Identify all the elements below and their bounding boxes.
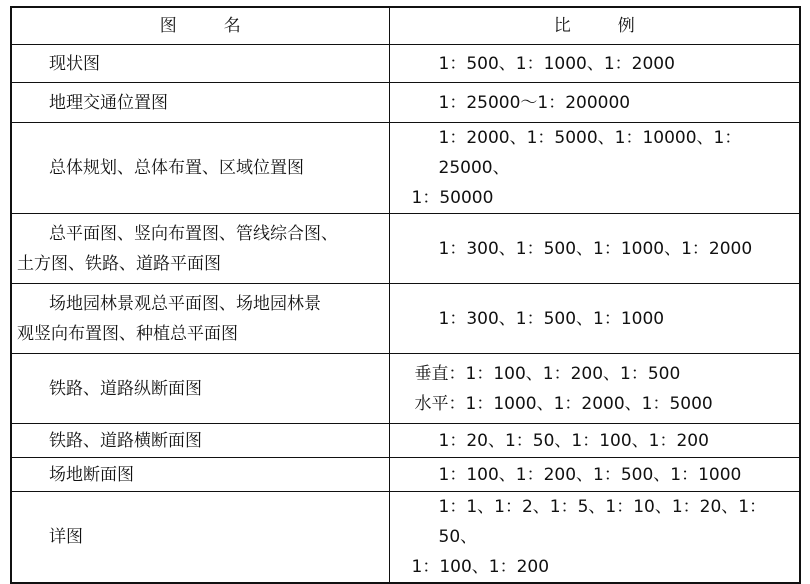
row-name-line: 土方图、铁路、道路平面图 — [17, 253, 221, 274]
row-ratio-line: 1：300、1：500、1：1000 — [438, 308, 665, 329]
header-ratio-char-2: 例 — [617, 16, 635, 36]
row-name-line: 铁路、道路纵断面图 — [49, 378, 202, 399]
table-row — [11, 123, 800, 214]
row-ratio-line: 垂直：1：100、1：200、1：500 — [414, 363, 681, 384]
scale-table — [10, 6, 801, 584]
row-ratio — [389, 284, 800, 354]
row-ratio — [389, 214, 800, 284]
row-ratio — [389, 458, 800, 492]
table-row — [11, 284, 800, 354]
table-row — [11, 458, 800, 492]
row-ratio-line: 水平：1：1000、1：2000、1：5000 — [414, 393, 713, 414]
row-name-line: 场地断面图 — [49, 464, 134, 485]
row-name — [11, 123, 389, 214]
row-name — [11, 45, 389, 83]
row-ratio — [389, 354, 800, 424]
row-name — [11, 424, 389, 458]
row-name — [11, 492, 389, 584]
row-name — [11, 83, 389, 123]
row-name — [11, 458, 389, 492]
row-name-line: 详图 — [49, 527, 83, 547]
header-name — [11, 7, 389, 45]
row-ratio — [389, 123, 800, 214]
table-row — [11, 354, 800, 424]
row-ratio — [389, 45, 800, 83]
row-name-line: 地理交通位置图 — [49, 92, 168, 113]
row-name-line: 观竖向布置图、种植总平面图 — [17, 323, 238, 344]
table-row — [11, 83, 800, 123]
row-name-line: 铁路、道路横断面图 — [49, 430, 202, 451]
header-ratio — [389, 7, 800, 45]
row-ratio-line: 1：300、1：500、1：1000、1：2000 — [438, 238, 753, 259]
row-name-line: 场地园林景观总平面图、场地园林景 — [49, 293, 321, 314]
row-name — [11, 214, 389, 284]
row-ratio-line: 1：20、1：50、1：100、1：200 — [438, 430, 709, 451]
table-row — [11, 492, 800, 584]
row-ratio — [389, 492, 800, 584]
row-ratio-line: 1：25000～1：200000 — [438, 92, 631, 113]
row-ratio — [389, 83, 800, 123]
row-name-line: 总平面图、竖向布置图、管线综合图、 — [49, 223, 338, 244]
table-row — [11, 424, 800, 458]
table-header-row — [11, 7, 800, 45]
row-name — [11, 284, 389, 354]
row-ratio-line: 1：2000、1：5000、1：10000、1：25000、 — [438, 128, 742, 178]
header-ratio-char-1: 比 — [553, 16, 571, 36]
header-name-char-2: 名 — [223, 16, 241, 36]
row-ratio-line: 1：100、1：200 — [411, 557, 550, 577]
header-name-char-1: 图 — [159, 16, 177, 36]
row-ratio-line: 1：1、1：2、1：5、1：10、1：20、1：50、 — [438, 497, 767, 547]
row-name-line: 现状图 — [49, 53, 100, 74]
row-ratio-line: 1：100、1：200、1：500、1：1000 — [438, 464, 742, 485]
row-ratio — [389, 424, 800, 458]
table-row — [11, 214, 800, 284]
row-name — [11, 354, 389, 424]
row-ratio-line: 1：50000 — [411, 188, 494, 208]
table-row — [11, 45, 800, 83]
row-name-line: 总体规划、总体布置、区域位置图 — [49, 158, 304, 178]
row-ratio-line: 1：500、1：1000、1：2000 — [438, 53, 675, 74]
